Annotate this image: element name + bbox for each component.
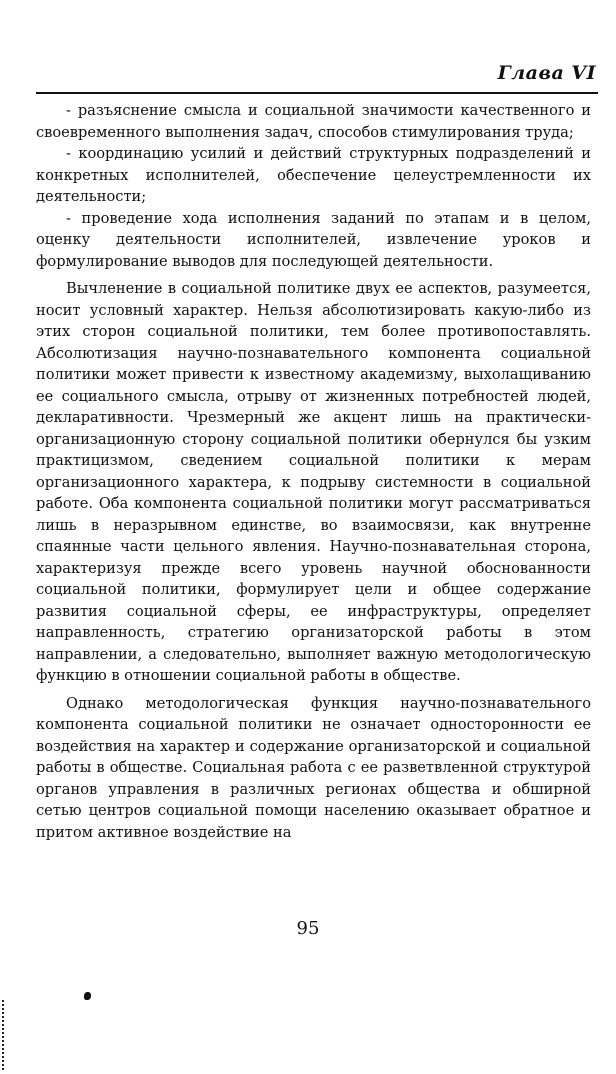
- page-number: 95: [296, 918, 320, 939]
- paragraph-aspects: Вычленение в социальной политике двух ее аспектов, разумеется, носит условный характер. Нельзя абсолютизировать какую-либо из этих сторон социальной политики, тем более противопоставлять. Абсолютизация научно-познавательного компонента социальной политики может привести к известному академизму, выхолащиванию ее социального смысла, отрыву от жизненных потребностей людей, декларативности. Чрезмерный же акцент лишь на практически-организационную сторону социальной политики обернулся бы узким практицизмом, сведением социальной политики к мерам организационного характера, к подрыву системности в социальной работе. Оба компонента социальной политики могут рассматриваться лишь в неразрывном единстве, во взаимосвязи, как внутренне спаянные части цельного явления. Научно-познавательная сторона, характеризуя прежде всего уровень научной обоснованности социальной политики, формулирует цели и общее содержание развития социальной сферы, ее инфраструктуры, определяет направленность, стратегию организаторской работы в этом направлении, а следовательно, выполняет важную методологическую функцию в отношении социальной работы в обществе.: [36, 280, 591, 684]
- list-item-coordination: - координацию усилий и действий структурных подразделений и конкретных исполнителей, обеспечение целеустремленности их деятельности;: [36, 145, 591, 205]
- running-head: Глава VI: [497, 62, 596, 84]
- list-item-explanation: - разъяснение смысла и социальной значимости качественного и своевременного выполнения задач, способов стимулирования труда;: [36, 102, 591, 141]
- scan-speck-mark: [84, 992, 91, 1000]
- list-item-review: - проведение хода исполнения заданий по этапам и в целом, оценку деятельности исполнителей, извлечение уроков и формулирование выводов для последующей деятельности.: [36, 209, 591, 270]
- paragraph-methodology: Однако методологическая функция научно-познавательного компонента социальной политики не означает односторонности ее воздействия на характер и содержание организаторской и социальной работы в обществе. Социальная работа с ее разветвленной структурой органов управления в различных регионах общества и обширной сетью центров социальной помощи населению оказывает обратное и притом активное воздействие на: [36, 694, 591, 841]
- scan-edge-noise: [2, 1000, 10, 1070]
- body-text: [36, 100, 591, 843]
- header-rule: [36, 92, 598, 94]
